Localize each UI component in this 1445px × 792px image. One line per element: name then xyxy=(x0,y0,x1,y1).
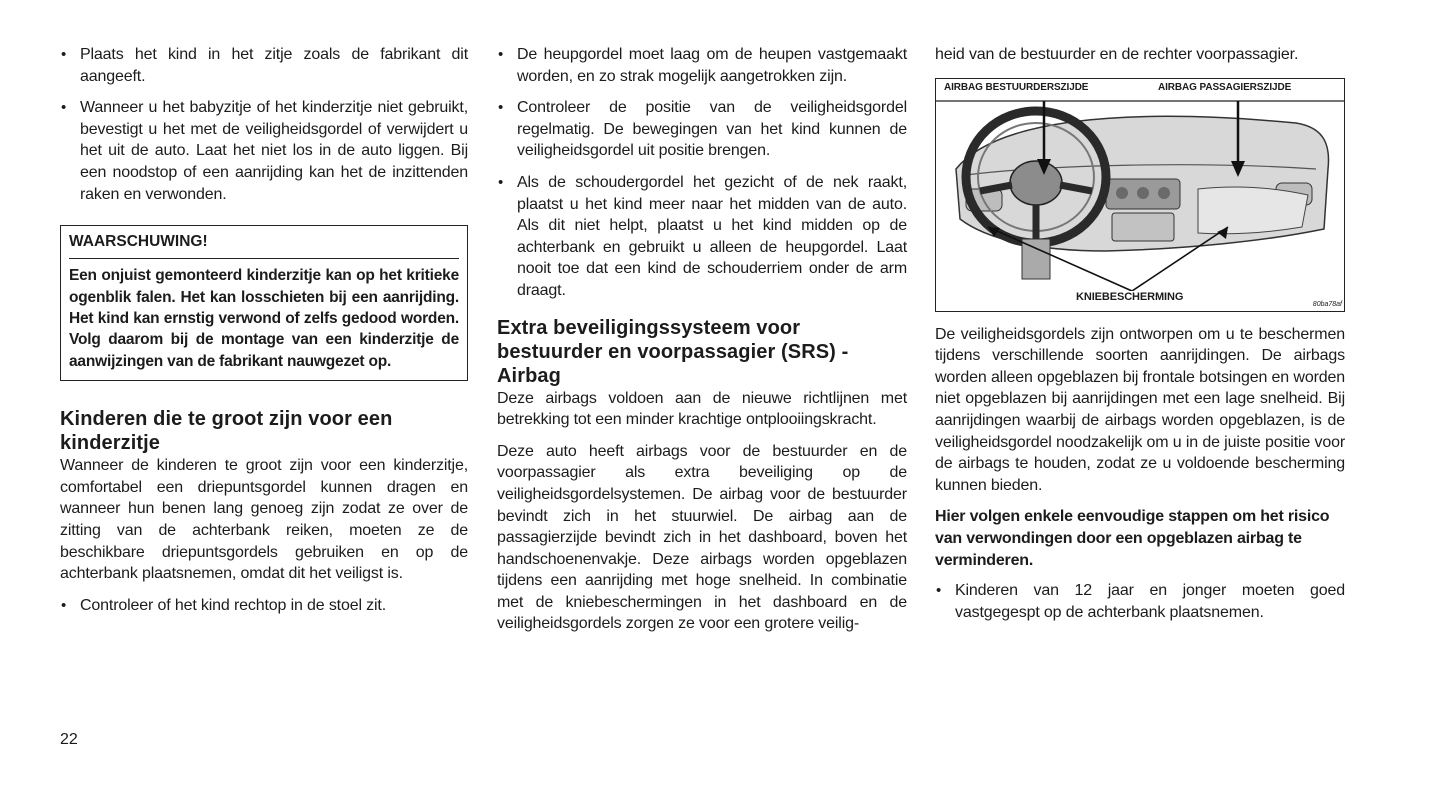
figure-code: 80ba78af xyxy=(1312,300,1342,308)
bullet-list xyxy=(935,580,1345,623)
dashboard-illustration xyxy=(936,79,1344,311)
list-item: • Controleer de positie van de veiligheidsgordel regelmatig. De bewegingen van het kind kunnen de veiligheidsgordel uit positie brengen. xyxy=(497,97,907,162)
label-passenger-airbag: AIRBAG PASSAGIERSZIJDE xyxy=(1158,81,1292,93)
section-heading: Kinderen die te groot zijn voor een kinderzitje xyxy=(60,408,393,455)
list-item: • De heupgordel moet laag om de heupen vastgemaakt worden, en zo strak mogelijk aangetrokken zijn. xyxy=(497,44,907,87)
warning-box xyxy=(60,225,468,381)
section-heading: Extra beveiligingssysteem voor bestuurder en voorpassagier (SRS) - Airbag xyxy=(497,316,849,387)
list-item: • Als de schoudergordel het gezicht of de nek raakt, plaatst u het kind meer naar het midden van de auto. Als dit niet helpt, plaatst u het kind midden op de achterbank en gebruikt u alleen de heupgordel. Laat nooit toe dat een kind de schouderriem onder de arm draagt. xyxy=(497,172,907,302)
bullet-list xyxy=(497,44,907,302)
bullet-list-top xyxy=(60,44,468,205)
bold-paragraph: Hier volgen enkele eenvoudige stappen om het risico van verwondingen door een opgeblazen airbag te verminderen. xyxy=(935,508,1330,570)
page-number: 22 xyxy=(60,731,78,748)
column-left xyxy=(60,44,468,626)
paragraph: heid van de bestuurder en de rechter voorpassagier. xyxy=(935,46,1299,63)
column-right xyxy=(935,44,1345,634)
paragraph: Wanneer de kinderen te groot zijn voor een kinderzitje, comfortabel een driepuntsgordel kunnen dragen en wanneer hun benen lang genoeg zijn zodat ze over de zitting van de achterbank reiken, moeten ze de beschikbare driepuntsgordels gebruiken en op de achterbank plaatsnemen, omdat dit het veiligst is. xyxy=(60,457,468,583)
list-item: • Controleer of het kind rechtop in de stoel zit. xyxy=(60,595,468,617)
paragraph: De veiligheidsgordels zijn ontworpen om u te beschermen tijdens verschillende soorten aanrijdingen. De airbags worden alleen opgeblazen bij frontale botsingen en worden niet opgeblazen bij aanrijdingen met een lage snelheid. Bij aanrijdingen waarbij de airbags worden opgeblazen, is de veiligheidsgordel noodzakelijk om u in de juiste positie voor de airbags te houden, zodat ze u voldoende bescherming kunnen bieden. xyxy=(935,325,1345,494)
list-item: • Wanneer u het babyzitje of het kinderzitje niet gebruikt, bevestigt u het met de veiligheidsgordel of verwijdert u het uit de auto. Laat het niet los in de auto liggen. Bij een noodstop of een aanrijding kan het de inzittenden raken en verwonden. xyxy=(60,97,468,205)
bullet-list-bottom xyxy=(60,595,468,617)
list-item: • Kinderen van 12 jaar en jonger moeten goed vastgegespt op de achterbank plaatsnemen. xyxy=(935,580,1345,623)
label-knee-bolster: KNIEBESCHERMING xyxy=(1076,290,1184,303)
label-driver-airbag: AIRBAG BESTUURDERSZIJDE xyxy=(944,81,1089,93)
list-item: • Plaats het kind in het zitje zoals de fabrikant dit aangeeft. xyxy=(60,44,468,87)
column-middle xyxy=(497,44,907,635)
paragraph: Deze auto heeft airbags voor de bestuurder en de voorpassagier als extra beveiliging op de veiligheidsgordelsystemen. De airbag voor de bestuurder bevindt zich in het stuurwiel. De airbag aan de passagierzijde bevindt zich in het dashboard, boven het handschoenenvakje. Deze airbags worden opgeblazen tijdens een aanrijding met hoge snelheid. In combinatie met de kniebeschermingen in het dashboard en de veiligheidsgordels zorgen ze voor een grotere veilig- xyxy=(497,442,907,633)
paragraph: Deze airbags voldoen aan de nieuwe richtlijnen met betrekking tot een minder krachtige ontplooiingskracht. xyxy=(497,389,907,429)
airbag-diagram xyxy=(935,78,1345,312)
warning-title: WAARSCHUWING! xyxy=(69,232,459,259)
warning-body: Een onjuist gemonteerd kinderzitje kan op het kritieke ogenblik falen. Het kan losschieten bij een aanrijding. Het kind kan ernstig verwond of zelfs gedood worden. Volg daarom bij de montage van een kinderzitje de aanwijzingen van de fabrikant nauwgezet op. xyxy=(69,267,459,370)
